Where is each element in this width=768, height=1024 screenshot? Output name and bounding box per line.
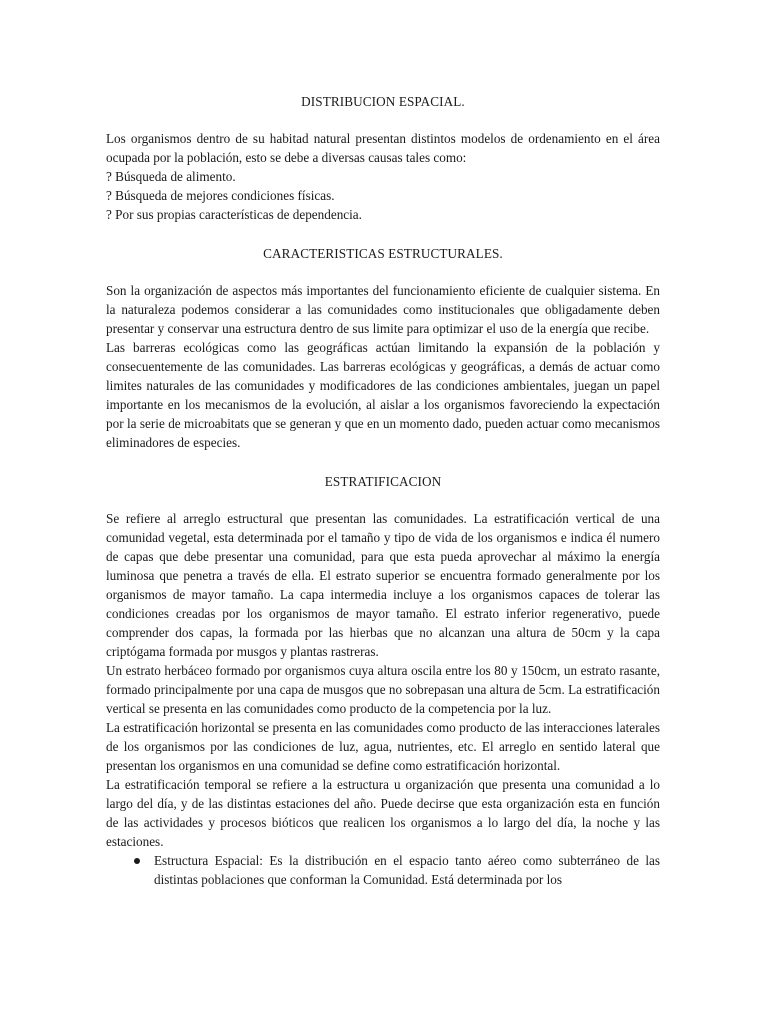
bullet-item-text: Estructura Espacial: Es la distribución en el espacio tanto aéreo como subterráneo de las distintas poblaciones que conforman la Comunidad. Está determinada por los bbox=[154, 853, 660, 887]
paragraph: Son la organización de aspectos más importantes del funcionamiento eficiente de cualquier sistema. En la naturaleza podemos considerar a las comunidades como institucionales que obligadamente deben presentar y conservar una estructura dentro de sus limite para optimizar el uso de la energía que recibe. bbox=[106, 283, 660, 336]
document-content bbox=[106, 92, 660, 889]
bullet-dot-icon bbox=[134, 858, 140, 864]
bullet-list bbox=[106, 851, 660, 889]
cause-item: ? Búsqueda de mejores condiciones físicas. bbox=[106, 188, 335, 203]
paragraph: La estratificación temporal se refiere a la estructura u organización que presenta una comunidad a lo largo del día, y de las distintas estaciones del año. Puede decirse que esta organización esta en función de las actividades y procesos bióticos que realicen los organismos a lo largo del día, la noche y las estaciones. bbox=[106, 777, 660, 849]
heading-distribucion-espacial: DISTRIBUCION ESPACIAL. bbox=[301, 94, 465, 109]
bullet-item bbox=[106, 851, 660, 889]
causes-list bbox=[106, 167, 660, 224]
paragraph: La estratificación horizontal se presenta en las comunidades como producto de las interacciones laterales de los organismos por las condiciones de luz, agua, nutrientes, etc. El arreglo en sentido lateral que presentan los organismos en una comunidad se define como estratificación horizontal. bbox=[106, 720, 660, 773]
intro-paragraph: Los organismos dentro de su habitad natural presentan distintos modelos de ordenamiento en el área ocupada por la población, esto se debe a diversas causas tales como: bbox=[106, 131, 660, 165]
paragraph: Un estrato herbáceo formado por organismos cuya altura oscila entre los 80 y 150cm, un estrato rasante, formado principalmente por una capa de musgos que no sobrepasan una altura de 5cm. La estratificación vertical se presenta en las comunidades como producto de la competencia por la luz. bbox=[106, 663, 660, 716]
paragraph: Las barreras ecológicas como las geográficas actúan limitando la expansión de la población y consecuentemente de las comunidades. Las barreras ecológicas y geográficas, a demás de actuar como limites naturales de las comunidades y modificadores de las condiciones ambientales, juegan un papel importante en los mecanismos de la evolución, al aislar a los organismos favoreciendo la expectación por la serie de microabitats que se generan y que en un momento dado, pueden actuar como mecanismos eliminadores de especies. bbox=[106, 340, 660, 450]
cause-item: ? Búsqueda de alimento. bbox=[106, 169, 236, 184]
cause-item: ? Por sus propias características de dependencia. bbox=[106, 207, 362, 222]
heading-estratificacion: ESTRATIFICACION bbox=[324, 474, 442, 489]
paragraph: Se refiere al arreglo estructural que presentan las comunidades. La estratificación vertical de una comunidad vegetal, esta determinada por el tamaño y tipo de vida de los organismos e indica él numero de capas que debe presentar una comunidad, para que esta pueda aprovechar al máximo la energía luminosa que penetra a través de ella. El estrato superior se encuentra formado generalmente por los organismos de mayor tamaño. La capa intermedia incluye a los organismos capaces de tolerar las condiciones creadas por los organismos de mayor tamaño. El estrato inferior regenerativo, puede comprender dos capas, la formada por las hierbas que no alcanzan una altura de 50cm y la capa criptógama formada por musgos y plantas rastreras. bbox=[106, 511, 660, 659]
heading-caracteristicas-estructurales: CARACTERISTICAS ESTRUCTURALES. bbox=[263, 246, 503, 261]
